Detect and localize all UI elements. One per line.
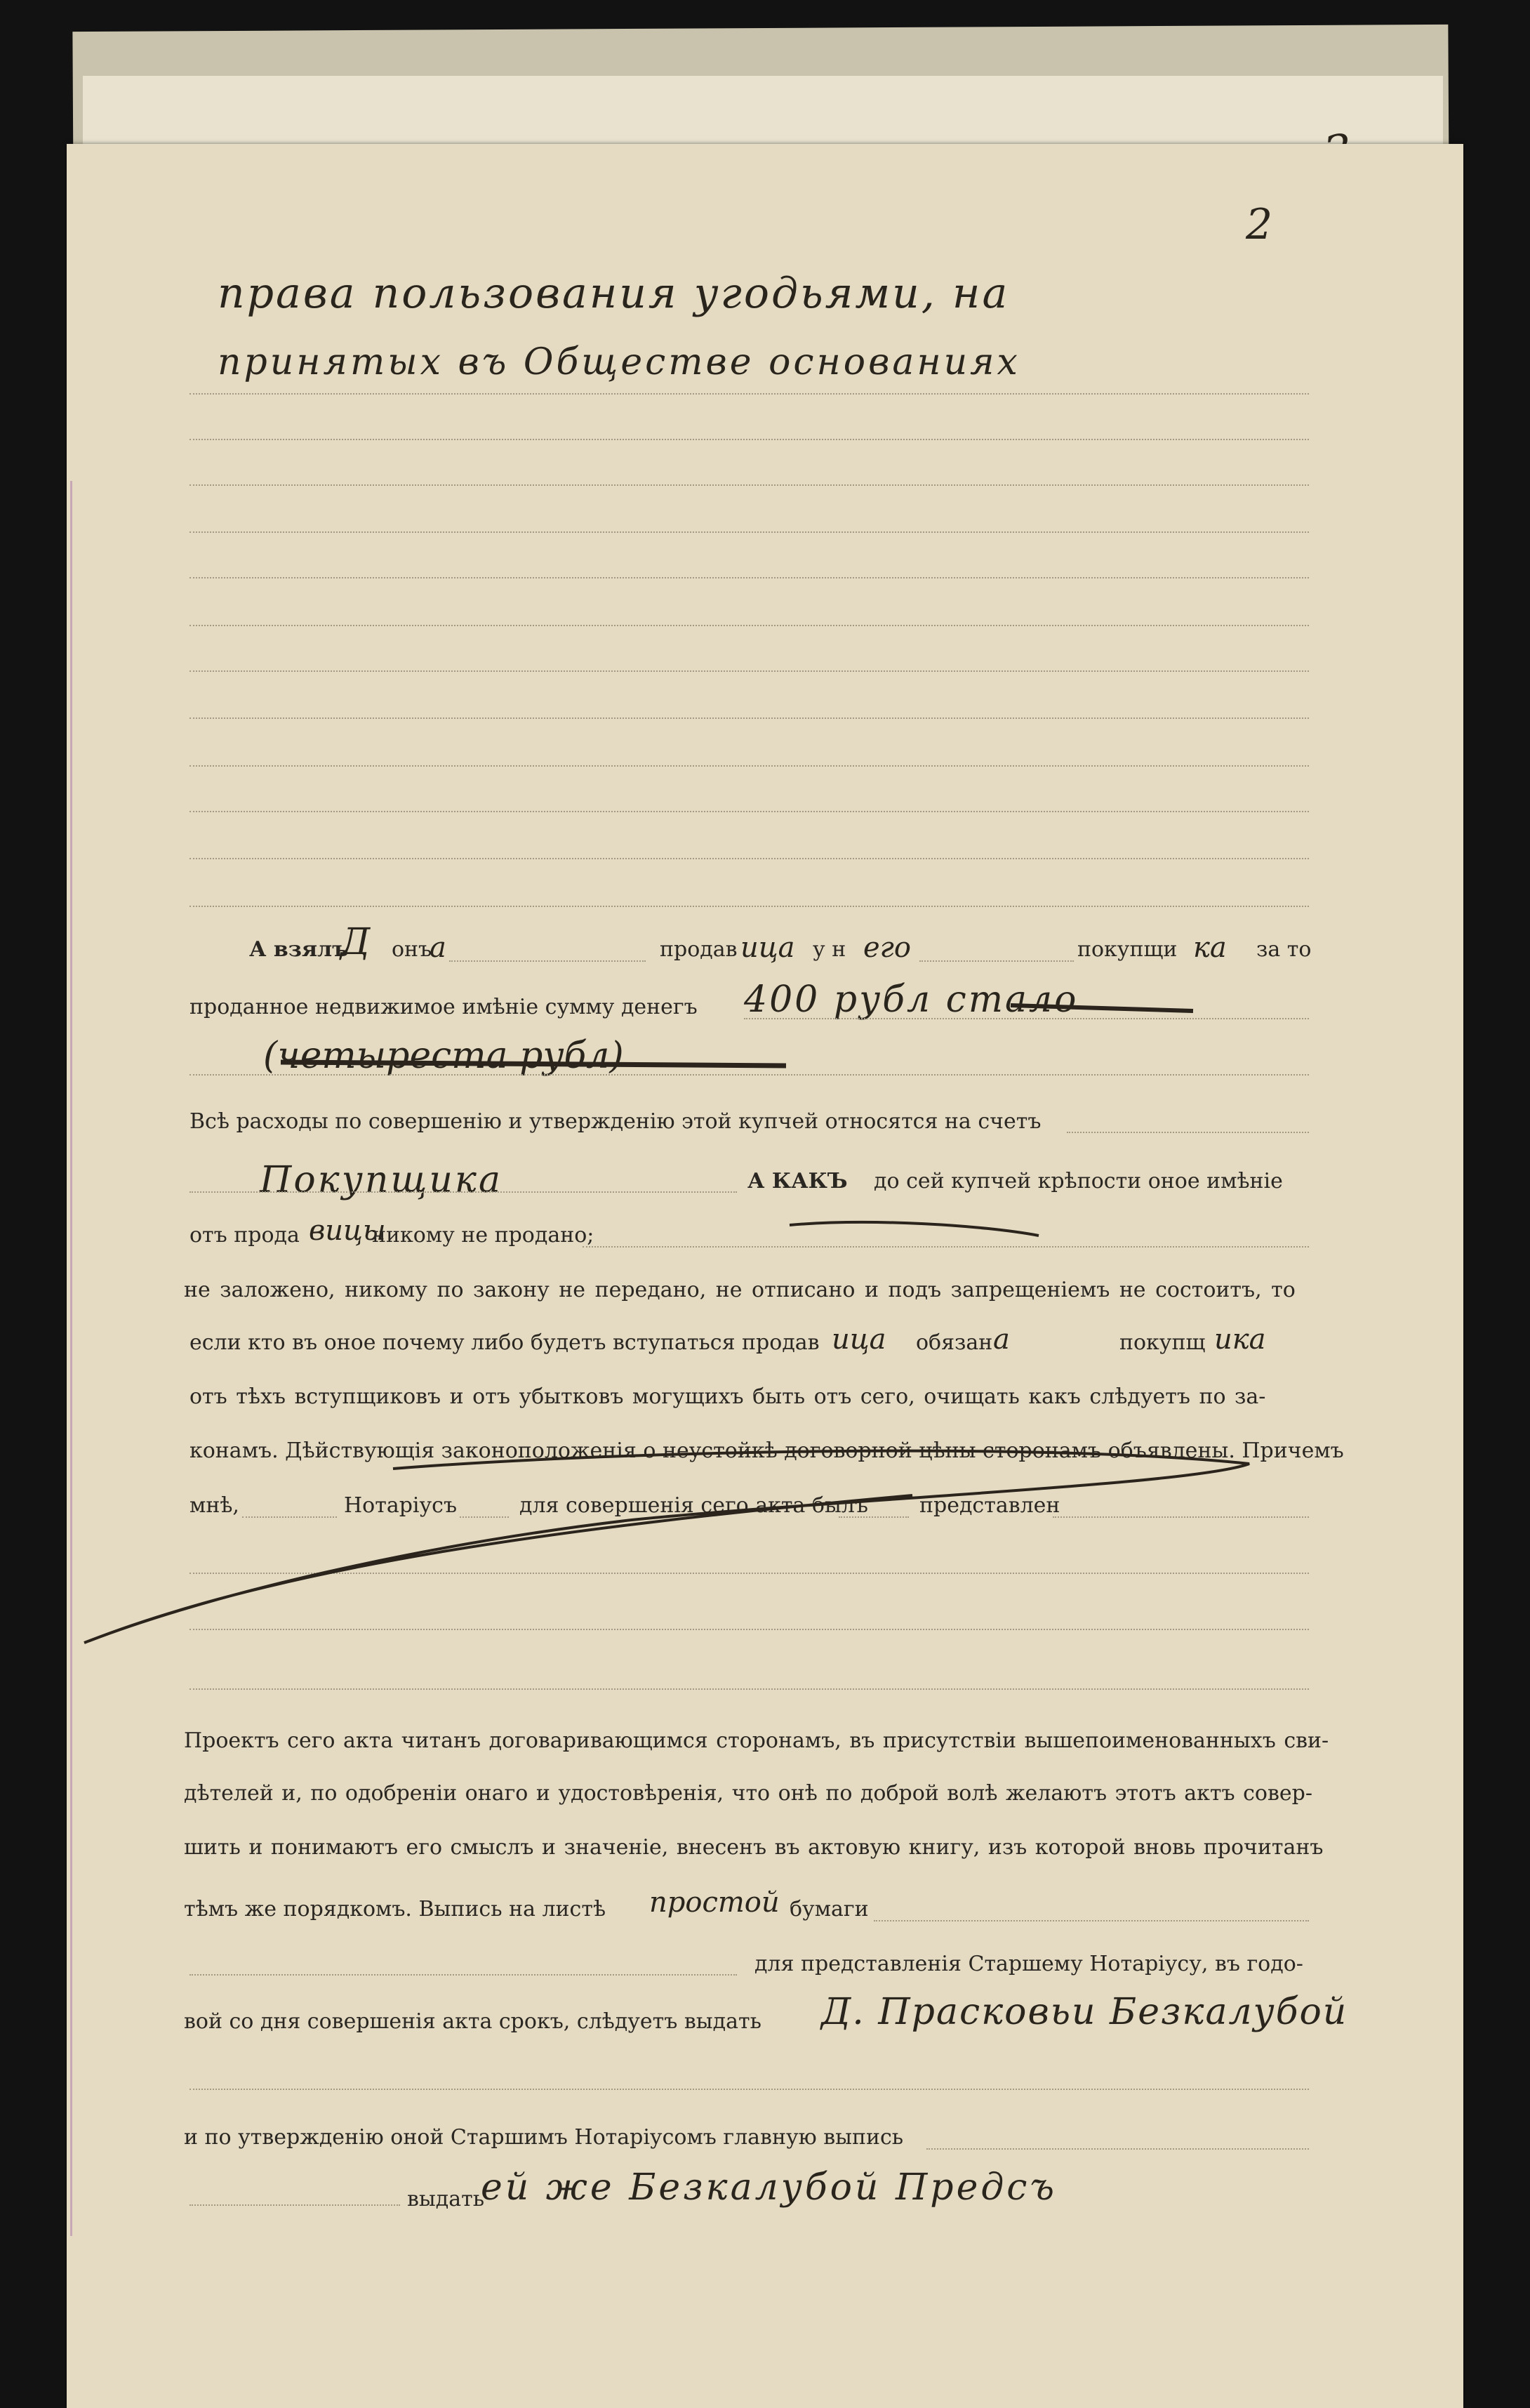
fill-line xyxy=(189,1074,1309,1076)
handwritten-line-2: принятых въ Обществе основаниях xyxy=(218,341,1020,383)
a-kak-label: А КАКЪ xyxy=(747,1169,848,1193)
buyer-suffix-2: ика xyxy=(1214,1323,1266,1356)
fill-line xyxy=(189,1191,737,1193)
seller-suffix: ица xyxy=(740,932,795,964)
ruled-line xyxy=(189,765,1309,767)
expense-party: Покупщика xyxy=(260,1159,503,1201)
fill-line xyxy=(189,1629,1309,1630)
u-n-word: у н xyxy=(813,937,846,962)
fill-line xyxy=(189,1974,737,1976)
mne-word: мнѣ, xyxy=(189,1493,239,1518)
fill-line xyxy=(583,1246,1309,1248)
proekt-line-2: дѣтелей и, по одобреніи онаго и удостовѣренія, что онѣ по доброй волѣ желаютъ этотъ актъ совер- xyxy=(184,1781,1312,1806)
page-number: 2 xyxy=(1246,200,1273,249)
ruled-line xyxy=(189,906,1309,907)
pronoun-suffix: а xyxy=(430,932,446,964)
not-pledged-text: не заложено, никому по закону не передано, не отписано и подъ запрещеніемъ не состоитъ, то xyxy=(184,1278,1296,1302)
on-word: онъ xyxy=(392,937,432,962)
fill-line xyxy=(242,1516,337,1518)
pokupshchi-word: покупщи xyxy=(1077,937,1178,962)
ruled-line xyxy=(189,439,1309,440)
fill-line xyxy=(839,1516,909,1518)
pokupshch-word: покупщ xyxy=(1119,1330,1206,1355)
ruled-line xyxy=(189,393,1309,395)
fill-line xyxy=(189,2204,400,2206)
ruled-line xyxy=(189,811,1309,812)
ruled-line xyxy=(189,577,1309,578)
buyer-suffix: ка xyxy=(1193,932,1227,964)
laws-text: конамъ. Дѣйствующія законоположенія о неустойкѣ договорной цѣны сторонамъ объявлены. Причемъ xyxy=(189,1438,1344,1463)
ot-proda-text: отъ прода xyxy=(189,1223,300,1248)
sum-words: (четыреста рубл) xyxy=(263,1035,624,1077)
ruled-line xyxy=(189,484,1309,486)
ruled-line xyxy=(189,717,1309,719)
seller-suffix-2: ица xyxy=(832,1323,886,1356)
expenses-text: Всѣ расходы по совершенію и утвержденію этой купчей относятся на счетъ xyxy=(189,1109,1042,1134)
issue-main: ей же Безкалубой Предсъ xyxy=(481,2166,1058,2209)
handwritten-line-1: права пользования угодьями, на xyxy=(218,269,1010,318)
fill-line xyxy=(919,960,1074,962)
fill-line xyxy=(189,2089,1309,2090)
proekt-line-1: Проектъ сего акта читанъ договаривающимся сторонамъ, въ присутствіи вышепоименованныхъ сви- xyxy=(184,1728,1329,1753)
bumagi-word: бумаги xyxy=(790,1897,869,1921)
fill-line xyxy=(1067,1132,1309,1133)
prodav-word: продав xyxy=(660,937,738,962)
fill-line xyxy=(189,1573,1309,1574)
if-anyone-text: если кто въ оное почему либо будетъ вступаться продав xyxy=(189,1330,820,1355)
fill-line xyxy=(744,1018,1309,1019)
notarius-word: Нотаріусъ xyxy=(344,1493,458,1518)
obliged-word: обязан xyxy=(916,1330,993,1355)
from-word: его xyxy=(863,932,911,964)
main-extract-text: и по утвержденію оной Старшимъ Нотаріусомъ главную выпись xyxy=(184,2125,904,2150)
tem-zhe-text: тѣмъ же порядкомъ. Выпись на листѣ xyxy=(184,1897,606,1921)
fill-line xyxy=(460,1516,509,1518)
proekt-line-3: шить и понимаютъ его смыслъ и значеніе, внесенъ въ актовую книгу, изъ которой вновь прочитанъ xyxy=(184,1835,1324,1860)
issue-to: Д. Прасковьи Безкалубой xyxy=(821,1991,1348,2033)
for-senior-notary-text: для представленія Старшему Нотаріусу, въ годо- xyxy=(754,1952,1303,1976)
vydat-deadline-text: вой со дня совершенія акта срокъ, слѣдуетъ выдать xyxy=(184,2009,761,2034)
sum-amount: 400 рубл стало xyxy=(744,979,1079,1021)
dlya-sov-text: для совершенія сего акта былъ xyxy=(519,1493,869,1518)
fill-line xyxy=(1053,1516,1309,1518)
prodannoe-text: проданное недвижимое имѣніе сумму денегъ xyxy=(189,995,698,1019)
fill-line xyxy=(189,1688,1309,1690)
predstavlen-word: представлен xyxy=(919,1493,1060,1518)
fill-line xyxy=(926,2148,1309,2150)
document-page xyxy=(67,144,1463,2408)
obliged-suffix: а xyxy=(993,1323,1010,1356)
ruled-line xyxy=(189,858,1309,859)
do-sei-text: до сей купчей крѣпости оное имѣніе xyxy=(874,1169,1283,1193)
fill-line xyxy=(449,960,646,962)
fill-line xyxy=(874,1920,1309,1921)
vydat-word: выдать xyxy=(407,2187,485,2211)
ruled-line xyxy=(189,670,1309,672)
ruled-line xyxy=(189,625,1309,626)
za-to-word: за то xyxy=(1256,937,1312,962)
pronoun-mark: Д xyxy=(340,921,371,963)
vzyal-label: А взялъ xyxy=(249,937,349,962)
ruled-line xyxy=(189,531,1309,533)
from-those-text: отъ тѣхъ вступщиковъ и отъ убытковъ могущихъ быть отъ сего, очищать какъ слѣдуетъ по за- xyxy=(189,1384,1266,1409)
margin-rule xyxy=(70,481,72,2236)
sheet-type: простой xyxy=(649,1886,780,1919)
seller-verb: вицы xyxy=(309,1215,386,1247)
nikomu-text: никому не продано; xyxy=(372,1223,594,1248)
